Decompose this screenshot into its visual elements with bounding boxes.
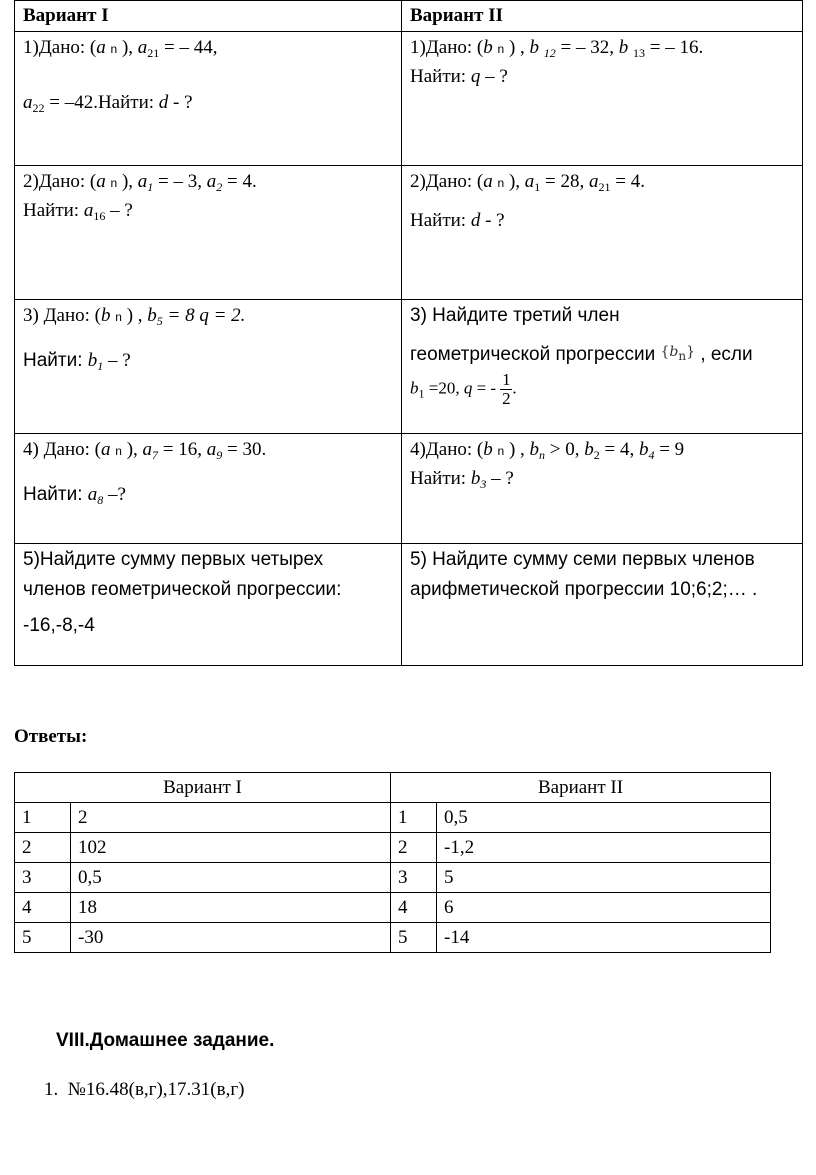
answer-number-v1: 2	[15, 833, 71, 863]
answer-number-v2: 5	[391, 923, 437, 953]
task-4-variant-1: 4) Дано: (a n ), $a_7 = 16$, $a_9 = 30$. Найти: $a_8$ –?	[15, 434, 402, 544]
answer-value-v1: 2	[71, 803, 391, 833]
task-1-variant-1: 1)Дано: (a n ), $a_{21}$ = – 44, $a_{22}$ = –42.Найти: d - ?	[15, 32, 402, 166]
variant-1-header: Вариант I	[15, 1, 402, 32]
answer-number-v2: 2	[391, 833, 437, 863]
answers-header-row	[15, 773, 771, 803]
task-1-variant-2: 1)Дано: (b n ) , b $_{12}$ = – 32, b $_{13}$ = – 16. Найти: q – ?	[402, 32, 803, 166]
table-row	[15, 893, 771, 923]
task-4-variant-2: 4)Дано: (b n ) , $b_n > 0$, $b_2 = 4$, $b_4 = 9$ Найти: $b_3$ – ?	[402, 434, 803, 544]
answer-number-v2: 3	[391, 863, 437, 893]
task-3-variant-1: 3) Дано: (b n ) , $b_5 = 8$ q = 2. Найти: $b_1$ – ?	[15, 300, 402, 434]
answer-value-v2: -14	[437, 923, 771, 953]
answer-number-v1: 5	[15, 923, 71, 953]
answers-variant-1-header: Вариант I	[15, 773, 391, 803]
tasks-header-row	[15, 1, 803, 32]
task-2-variant-1: 2)Дано: (a n ), $a_1$ = – 3, $a_2 = 4$. Найти: $a_{16}$ – ?	[15, 166, 402, 300]
task-2-variant-2: 2)Дано: (a n ), $a_1 = 28$, $a_{21} = 4$. Найти: d - ?	[402, 166, 803, 300]
answer-number-v2: 4	[391, 893, 437, 923]
homework-item-text: №16.48(в,г),17.31(в,г)	[67, 1079, 245, 1100]
answer-value-v2: 6	[437, 893, 771, 923]
answer-value-v1: 18	[71, 893, 391, 923]
answers-heading: Ответы:	[14, 726, 88, 747]
answer-number-v2: 1	[391, 803, 437, 833]
task-row-1	[15, 32, 803, 166]
answer-value-v2: -1,2	[437, 833, 771, 863]
task-5-variant-1: 5)Найдите сумму первых четырех членов геометрической прогрессии: -16,-8,-4	[15, 544, 402, 666]
answer-number-v1: 4	[15, 893, 71, 923]
homework-item	[44, 1079, 244, 1101]
sequence-bn-formula: $\{b_n\}$	[660, 344, 696, 363]
fraction-one-half: $\frac{1}{2}$	[502, 370, 511, 408]
table-row	[15, 863, 771, 893]
variant-2-header: Вариант II	[402, 1, 803, 32]
task-row-3	[15, 300, 803, 434]
task-row-2	[15, 166, 803, 300]
answer-value-v1: 0,5	[71, 863, 391, 893]
task-3-variant-2: 3) Найдите третий член геометрической прогрессии $\{b_n\}$ , если $b_1 =20$, q = - $\frac{1}{2}$ .	[402, 300, 803, 434]
answer-value-v2: 0,5	[437, 803, 771, 833]
answers-variant-2-header: Вариант II	[391, 773, 771, 803]
task-5-variant-2: 5) Найдите сумму семи первых членов арифметической прогрессии 10;6;2;… .	[402, 544, 803, 666]
answer-value-v1: 102	[71, 833, 391, 863]
answer-value-v1: -30	[71, 923, 391, 953]
task-row-4	[15, 434, 803, 544]
table-row	[15, 803, 771, 833]
homework-heading: VIII.Домашнее задание.	[56, 1030, 275, 1051]
answers-table	[14, 772, 771, 953]
tasks-table	[14, 0, 803, 666]
homework-item-number: 1.	[44, 1079, 59, 1100]
table-row	[15, 923, 771, 953]
answer-number-v1: 3	[15, 863, 71, 893]
task-row-5	[15, 544, 803, 666]
answer-value-v2: 5	[437, 863, 771, 893]
table-row	[15, 833, 771, 863]
answer-number-v1: 1	[15, 803, 71, 833]
